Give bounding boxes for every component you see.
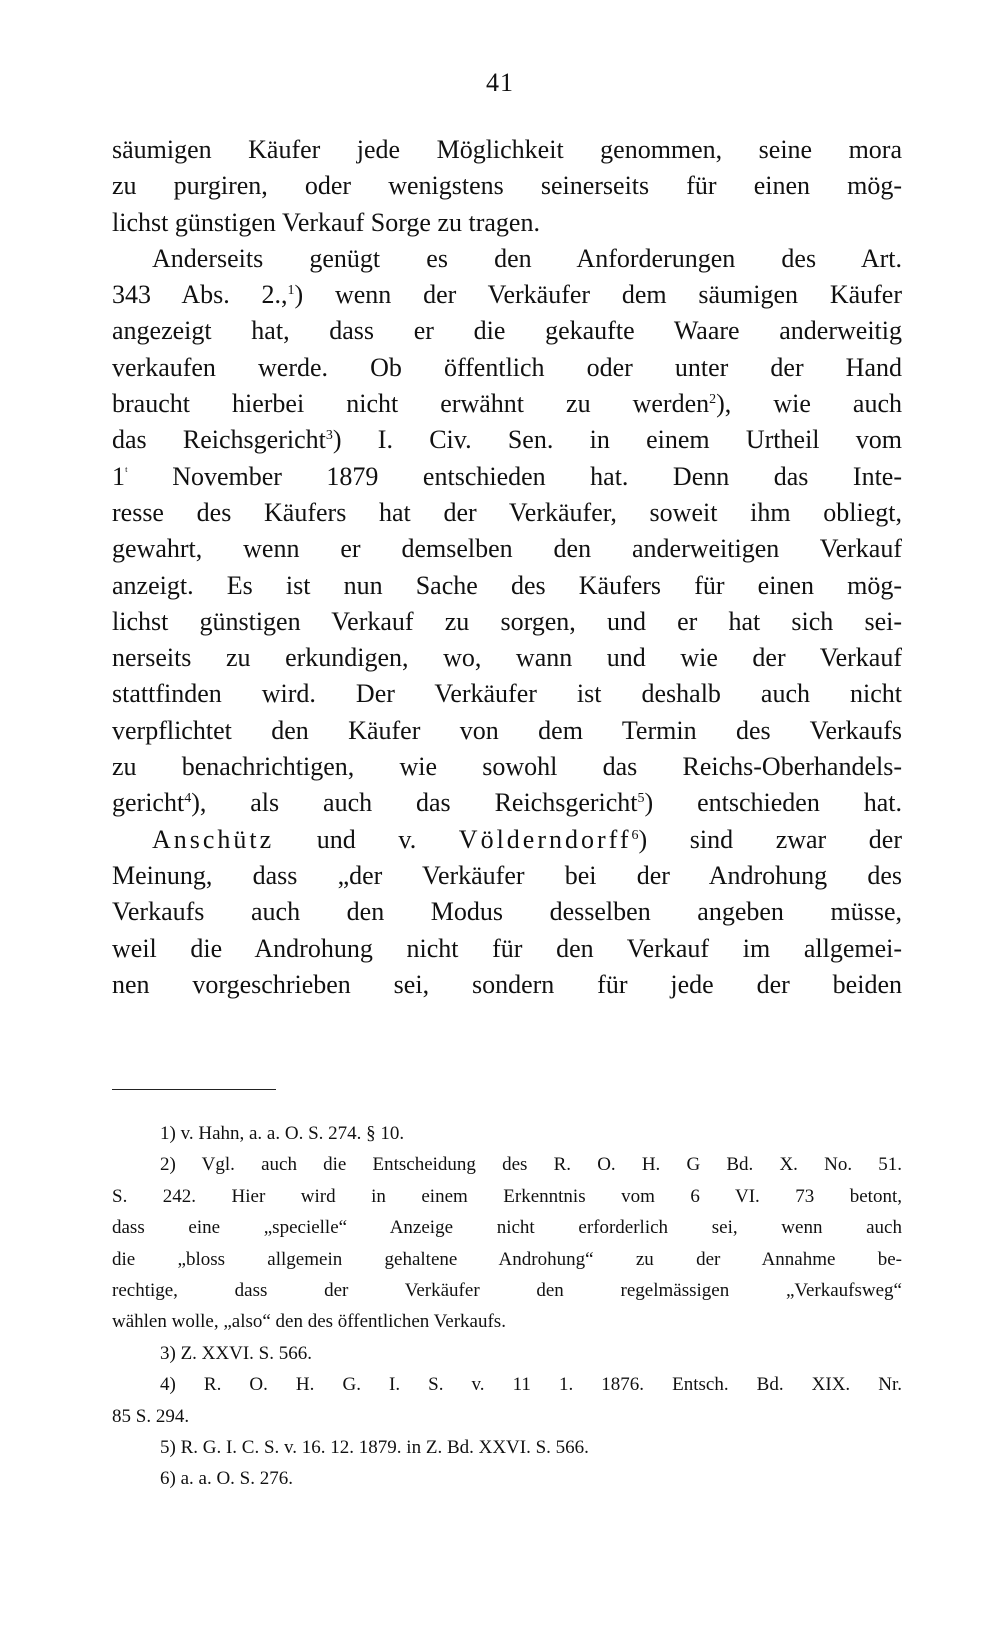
text-line: lichst günstigen Verkauf zu sorgen, und er hat sich sei-: [112, 606, 902, 636]
footnote-line: die „bloss allgemein gehaltene Androhung“ zu der Annahme be-: [112, 1248, 902, 1270]
footnote-divider: [112, 1089, 276, 1090]
text-segment: ) entschieden hat.: [644, 788, 902, 818]
footnote-line: dass eine „specielle“ Anzeige nicht erforderlich sei, wenn auch: [112, 1217, 902, 1239]
text-segment: ), wie auch: [716, 389, 902, 419]
footnote-line: 1) v. Hahn, a. a. O. S. 274. § 10.: [160, 1123, 405, 1144]
text-line: lichst günstigen Verkauf Sorge zu tragen.: [112, 207, 540, 237]
footnote-line: 2) Vgl. auch die Entscheidung des R. O. H. G Bd. X. No. 51.: [160, 1154, 902, 1176]
text-segment: ) I. Civ. Sen. in einem Urtheil vom: [332, 425, 902, 455]
footnotes: [112, 1118, 902, 1495]
footnote-ref: 4: [184, 791, 192, 807]
text-line: Meinung, dass „der Verkäufer bei der Androhung des: [112, 860, 902, 890]
text-line: Anderseits genügt es den Anforderungen des Art.: [152, 243, 902, 273]
text-line: [112, 459, 902, 495]
text-line: nerseits zu erkundigen, wo, wann und wie der Verkauf: [112, 643, 902, 673]
page-number: 41: [486, 68, 514, 97]
text-line: stattfinden wird. Der Verkäufer ist deshalb auch nicht: [112, 679, 902, 709]
text-line: resse des Käufers hat der Verkäufer, soweit ihm obliegt,: [112, 497, 902, 527]
text-line: zu purgiren, oder wenigstens seinerseits für einen mög-: [112, 171, 902, 201]
text-line: weil die Androhung nicht für den Verkauf im allgemei-: [112, 933, 902, 963]
author-name: Anschütz: [152, 824, 275, 854]
text-segment: November 1879 entschieden hat. Denn das Inte-: [127, 461, 902, 491]
text-line: säumigen Käufer jede Möglichkeit genommen, seine mora: [112, 135, 902, 164]
author-name: Völderndorff: [458, 824, 632, 854]
footnote-line: wählen wolle, „also“ den des öffentlichen Verkaufs.: [112, 1311, 506, 1333]
text-line: verkaufen werde. Ob öffentlich oder unter der Hand: [112, 352, 902, 382]
footnote-line: rechtige, dass der Verkäufer den regelmässigen „Verkaufsweg“: [112, 1279, 902, 1301]
body-text: [112, 132, 902, 1003]
text-line: zu benachrichtigen, wie sowohl das Reichs-Oberhandels-: [112, 752, 902, 782]
text-segment: 343 Abs. 2.,: [112, 280, 288, 310]
text-line: nen vorgeschrieben sei, sondern für jede der beiden: [112, 969, 902, 999]
text-line: [112, 277, 902, 313]
footnote-line: 5) R. G. I. C. S. v. 16. 12. 1879. in Z. Bd. XXVI. S. 566.: [160, 1436, 589, 1458]
text-line: [112, 422, 902, 458]
text-segment: 1: [112, 461, 125, 491]
footnote-line: 6) a. a. O. S. 276.: [160, 1468, 293, 1490]
text-segment: braucht hierbei nicht erwähnt zu werden: [112, 389, 710, 419]
text-line: Verkaufs auch den Modus desselben angeben müsse,: [112, 897, 902, 927]
footnote-ref: 3: [325, 428, 333, 444]
text-segment: ) wenn der Verkäufer dem säumigen Käufer: [294, 280, 902, 310]
footnote-ref: 6: [631, 827, 639, 843]
text-segment: ), als auch das Reichsgericht: [191, 788, 638, 818]
footnote-line: 4) R. O. H. G. I. S. v. 11 1. 1876. Entsch. Bd. XIX. Nr.: [160, 1374, 902, 1396]
text-line: anzeigt. Es ist nun Sache des Käufers für einen mög-: [112, 570, 902, 600]
footnote-ref: 2: [709, 392, 717, 408]
footnote-ref: 5: [637, 791, 645, 807]
footnote-line: 85 S. 294.: [112, 1405, 190, 1427]
text-segment: ) sind zwar der: [638, 824, 902, 854]
text-segment: das Reichsgericht: [112, 425, 326, 455]
text-segment: gericht: [112, 788, 185, 818]
ordinal-mark: ᵗ: [125, 464, 128, 480]
text-line: verpflichtet den Käufer von dem Termin des Verkaufs: [112, 715, 902, 745]
footnote-ref: 1: [287, 283, 295, 299]
footnote-line: S. 242. Hier wird in einem Erkenntnis vom 6 VI. 73 betont,: [112, 1185, 902, 1207]
footnote-line: 3) Z. XXVI. S. 566.: [160, 1342, 312, 1364]
text-segment: und v.: [274, 824, 459, 854]
text-line: [112, 822, 902, 858]
text-line: [112, 785, 902, 821]
text-line: [112, 386, 902, 422]
text-line: angezeigt hat, dass er die gekaufte Waare anderweitig: [112, 316, 902, 346]
text-line: gewahrt, wenn er demselben den anderweitigen Verkauf: [112, 534, 902, 564]
